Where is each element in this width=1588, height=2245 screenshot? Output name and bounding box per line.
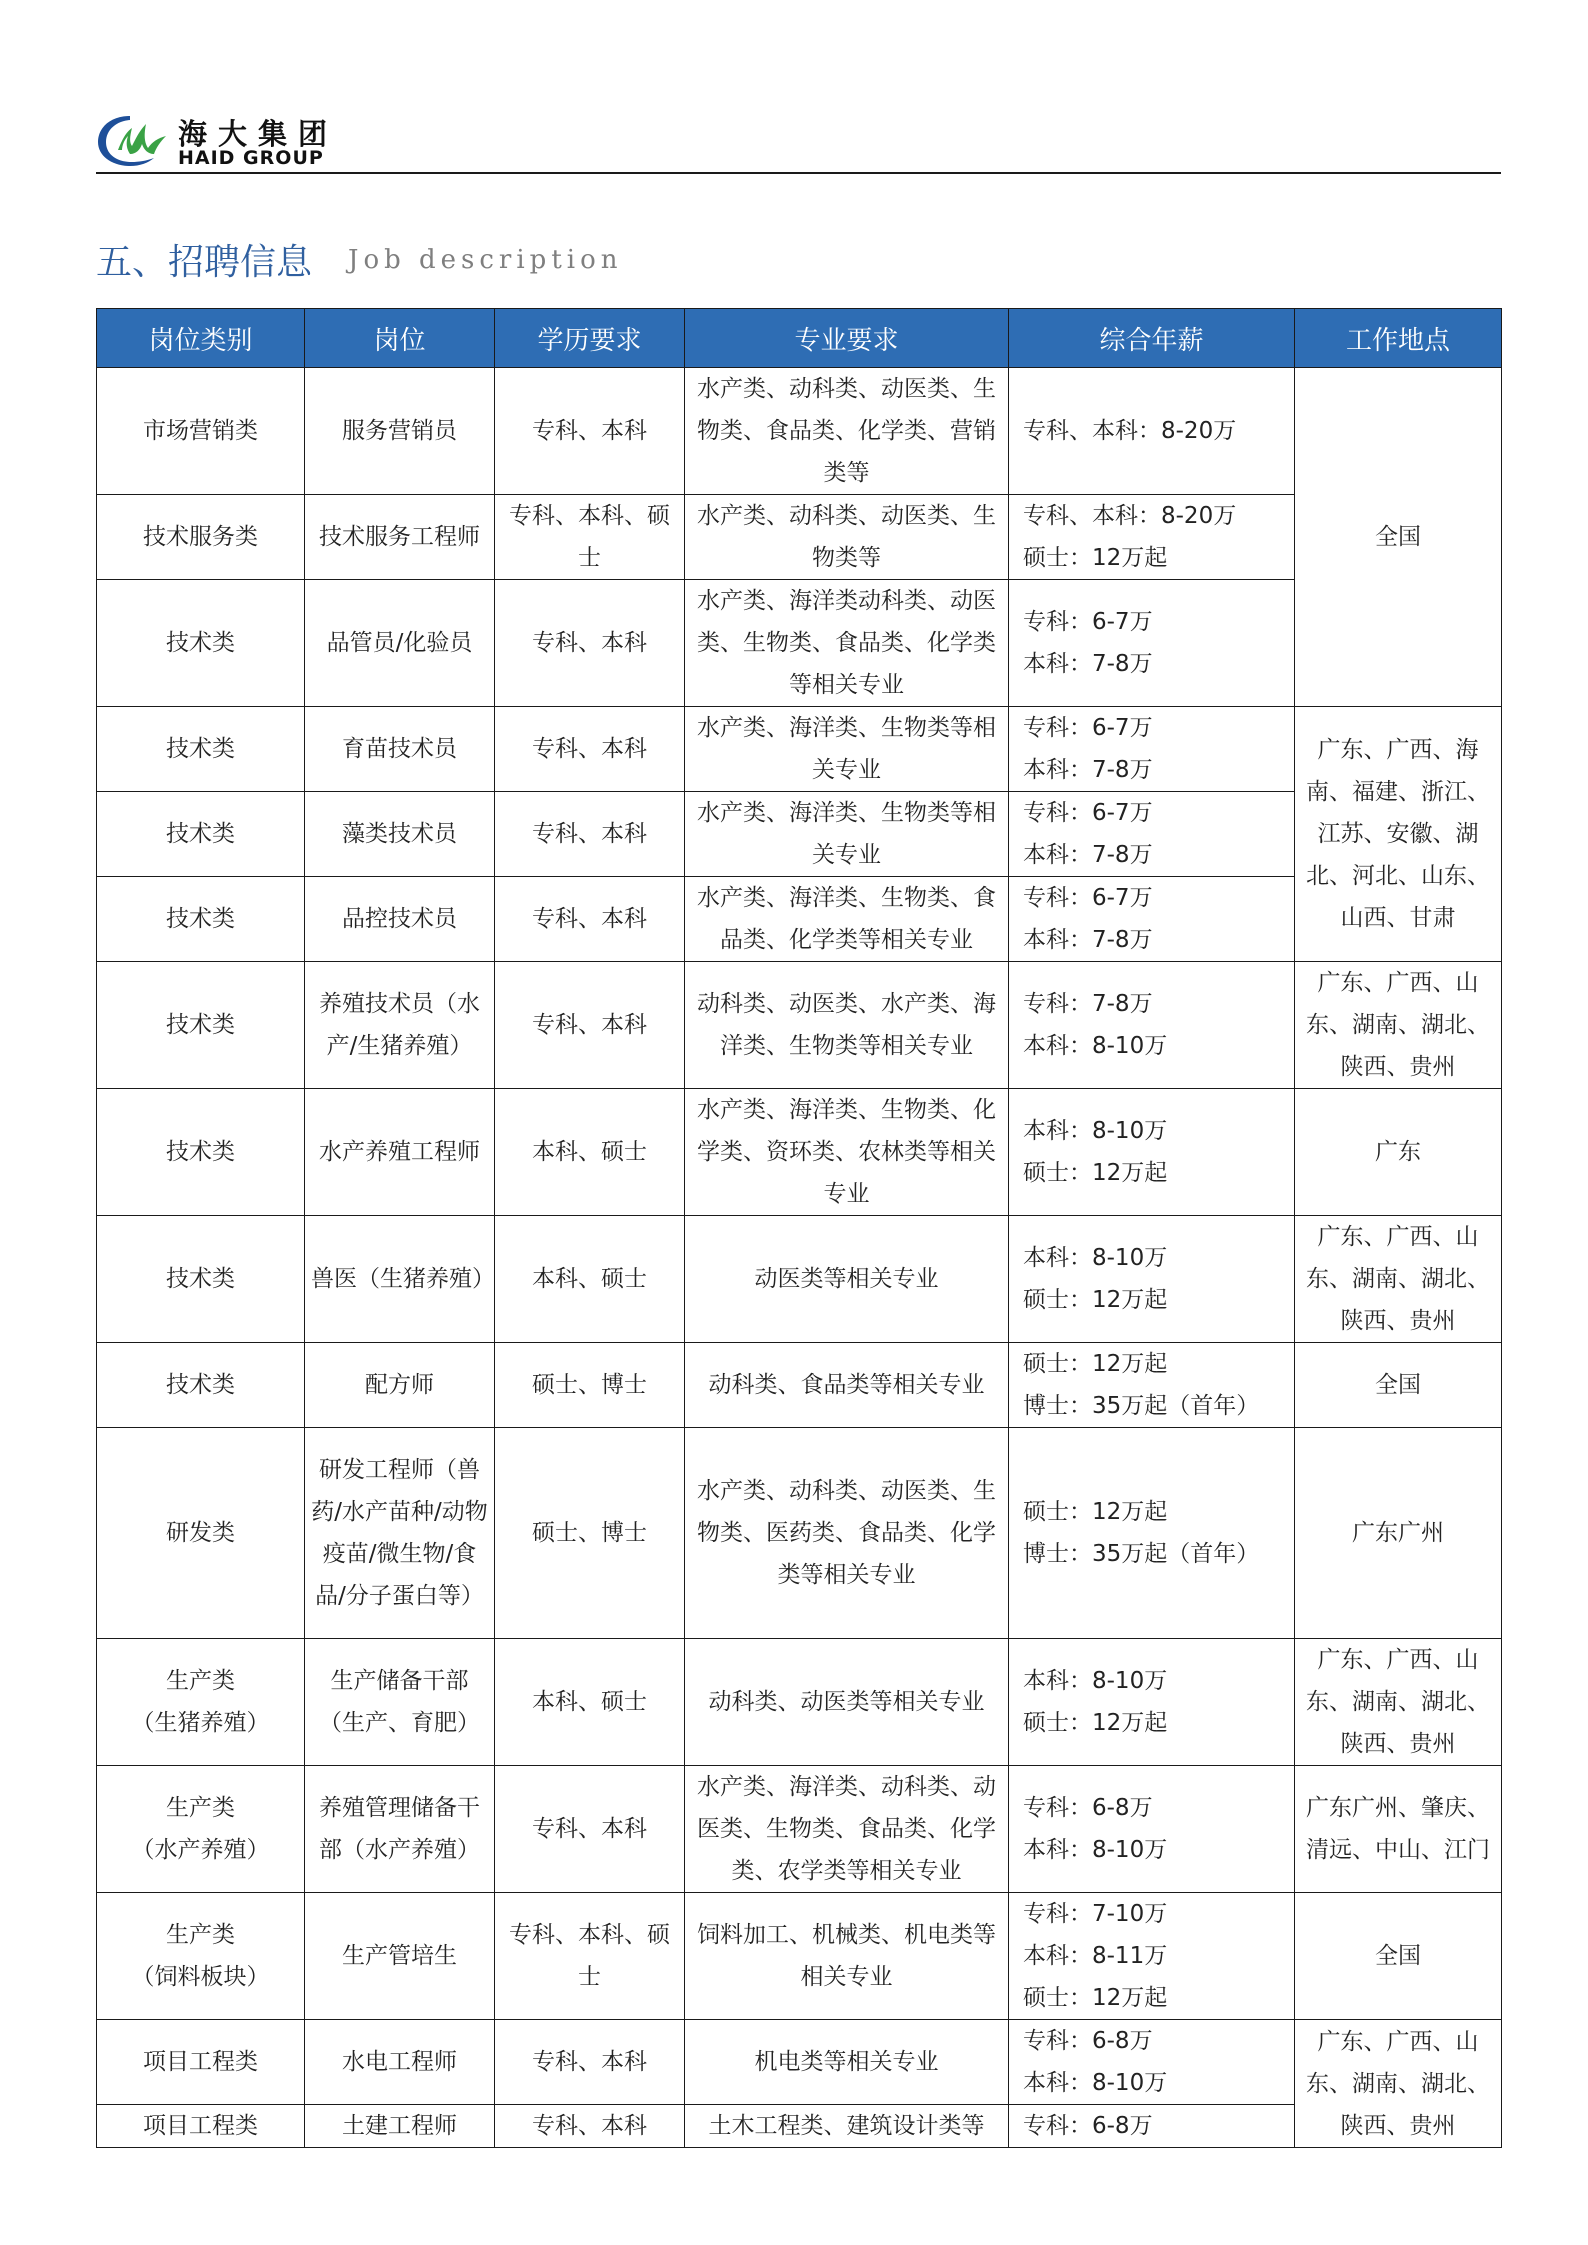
table-row xyxy=(97,2020,1502,2105)
cell-education: 专科、本科 xyxy=(495,962,685,1089)
cell-position: 研发工程师（兽药/水产苗种/动物疫苗/微生物/食品/分子蛋白等） xyxy=(305,1428,495,1639)
section-title-en: Job description xyxy=(348,244,623,275)
company-name-en: HAID GROUP xyxy=(178,147,324,169)
cell-category: 技术类 xyxy=(97,1216,305,1343)
header-category: 岗位类别 xyxy=(97,309,305,368)
cell-education: 专科、本科 xyxy=(495,1766,685,1893)
cell-position: 兽医（生猪养殖） xyxy=(305,1216,495,1343)
cell-category: 技术类 xyxy=(97,1343,305,1428)
header-salary: 综合年薪 xyxy=(1009,309,1295,368)
cell-category: 技术类 xyxy=(97,877,305,962)
cell-education: 本科、硕士 xyxy=(495,1639,685,1766)
cell-location: 广东、广西、山东、湖南、湖北、陕西、贵州 xyxy=(1295,1639,1502,1766)
cell-major: 水产类、海洋类、生物类、食品类、化学类等相关专业 xyxy=(685,877,1009,962)
cell-salary: 专科：7-10万 本科：8-11万 硕士：12万起 xyxy=(1009,1893,1295,2020)
cell-position: 生产管培生 xyxy=(305,1893,495,2020)
cell-education: 本科、硕士 xyxy=(495,1216,685,1343)
cell-position: 土建工程师 xyxy=(305,2105,495,2148)
cell-position: 藻类技术员 xyxy=(305,792,495,877)
cell-position: 育苗技术员 xyxy=(305,707,495,792)
table-row xyxy=(97,1343,1502,1428)
cell-position: 服务营销员 xyxy=(305,368,495,495)
cell-major: 土木工程类、建筑设计类等 xyxy=(685,2105,1009,2148)
cell-education: 本科、硕士 xyxy=(495,1089,685,1216)
cell-position: 生产储备干部（生产、育肥） xyxy=(305,1639,495,1766)
header-location: 工作地点 xyxy=(1295,309,1502,368)
cell-category: 生产类 （生猪养殖） xyxy=(97,1639,305,1766)
job-table xyxy=(96,308,1502,2148)
header-major: 专业要求 xyxy=(685,309,1009,368)
cell-major: 动科类、动医类等相关专业 xyxy=(685,1639,1009,1766)
cell-salary: 专科、本科：8-20万 xyxy=(1009,368,1295,495)
cell-education: 专科、本科 xyxy=(495,792,685,877)
table-row xyxy=(97,580,1502,707)
table-row xyxy=(97,1428,1502,1639)
cell-category: 生产类 （水产养殖） xyxy=(97,1766,305,1893)
page-header xyxy=(96,104,1501,174)
cell-category: 技术类 xyxy=(97,1089,305,1216)
table-row xyxy=(97,1216,1502,1343)
cell-major: 水产类、动科类、动医类、生物类、食品类、化学类、营销类等 xyxy=(685,368,1009,495)
haid-logo-icon xyxy=(96,110,180,170)
cell-position: 养殖技术员（水产/生猪养殖） xyxy=(305,962,495,1089)
cell-salary: 专科：6-8万 本科：8-10万 xyxy=(1009,2020,1295,2105)
table-row xyxy=(97,495,1502,580)
table-row xyxy=(97,368,1502,495)
cell-education: 专科、本科、硕士 xyxy=(495,1893,685,2020)
cell-major: 水产类、海洋类动科类、动医类、生物类、食品类、化学类等相关专业 xyxy=(685,580,1009,707)
cell-category: 项目工程类 xyxy=(97,2105,305,2148)
table-row xyxy=(97,707,1502,792)
table-row xyxy=(97,1893,1502,2020)
cell-position: 水产养殖工程师 xyxy=(305,1089,495,1216)
table-row xyxy=(97,2105,1502,2148)
cell-category: 研发类 xyxy=(97,1428,305,1639)
cell-location: 全国 xyxy=(1295,1893,1502,2020)
cell-salary: 专科、本科：8-20万 硕士：12万起 xyxy=(1009,495,1295,580)
cell-location: 广东广州、肇庆、清远、中山、江门 xyxy=(1295,1766,1502,1893)
cell-location: 广东广州 xyxy=(1295,1428,1502,1639)
cell-location: 广东、广西、海南、福建、浙江、江苏、安徽、湖北、河北、山东、山西、甘肃 xyxy=(1295,707,1502,962)
section-title-cn: 五、招聘信息 xyxy=(96,242,313,283)
cell-position: 配方师 xyxy=(305,1343,495,1428)
cell-salary: 硕士：12万起 博士：35万起（首年） xyxy=(1009,1428,1295,1639)
cell-category: 技术类 xyxy=(97,707,305,792)
cell-position: 技术服务工程师 xyxy=(305,495,495,580)
cell-position: 品管员/化验员 xyxy=(305,580,495,707)
cell-location: 广东、广西、山东、湖南、湖北、陕西、贵州 xyxy=(1295,2020,1502,2148)
table-row xyxy=(97,877,1502,962)
cell-major: 水产类、海洋类、动科类、动医类、生物类、食品类、化学类、农学类等相关专业 xyxy=(685,1766,1009,1893)
table-row xyxy=(97,962,1502,1089)
cell-position: 水电工程师 xyxy=(305,2020,495,2105)
cell-location: 广东、广西、山东、湖南、湖北、陕西、贵州 xyxy=(1295,1216,1502,1343)
cell-education: 硕士、博士 xyxy=(495,1428,685,1639)
cell-education: 专科、本科 xyxy=(495,2105,685,2148)
company-name-cn: 海大集团 xyxy=(178,117,339,151)
cell-education: 专科、本科 xyxy=(495,877,685,962)
header-position: 岗位 xyxy=(305,309,495,368)
cell-salary: 专科：6-7万 本科：7-8万 xyxy=(1009,580,1295,707)
cell-category: 生产类 （饲料板块） xyxy=(97,1893,305,2020)
cell-location: 广东、广西、山东、湖南、湖北、陕西、贵州 xyxy=(1295,962,1502,1089)
cell-category: 技术服务类 xyxy=(97,495,305,580)
cell-education: 专科、本科 xyxy=(495,368,685,495)
table-row xyxy=(97,792,1502,877)
cell-salary: 本科：8-10万 硕士：12万起 xyxy=(1009,1639,1295,1766)
cell-salary: 专科：6-7万 本科：7-8万 xyxy=(1009,877,1295,962)
cell-location: 全国 xyxy=(1295,368,1502,707)
cell-category: 技术类 xyxy=(97,792,305,877)
cell-major: 水产类、动科类、动医类、生物类、医药类、食品类、化学类等相关专业 xyxy=(685,1428,1009,1639)
cell-salary: 本科：8-10万 硕士：12万起 xyxy=(1009,1216,1295,1343)
cell-education: 专科、本科 xyxy=(495,580,685,707)
cell-position: 养殖管理储备干部（水产养殖） xyxy=(305,1766,495,1893)
cell-major: 水产类、海洋类、生物类、化学类、资环类、农林类等相关专业 xyxy=(685,1089,1009,1216)
cell-category: 项目工程类 xyxy=(97,2020,305,2105)
cell-major: 水产类、动科类、动医类、生物类等 xyxy=(685,495,1009,580)
cell-salary: 本科：8-10万 硕士：12万起 xyxy=(1009,1089,1295,1216)
cell-major: 水产类、海洋类、生物类等相关专业 xyxy=(685,792,1009,877)
cell-education: 专科、本科 xyxy=(495,2020,685,2105)
cell-major: 饲料加工、机械类、机电类等相关专业 xyxy=(685,1893,1009,2020)
cell-education: 专科、本科 xyxy=(495,707,685,792)
table-row xyxy=(97,1089,1502,1216)
cell-salary: 专科：6-7万 本科：7-8万 xyxy=(1009,707,1295,792)
header-education: 学历要求 xyxy=(495,309,685,368)
cell-salary: 专科：6-8万 本科：8-10万 xyxy=(1009,1766,1295,1893)
cell-education: 专科、本科、硕士 xyxy=(495,495,685,580)
section-title xyxy=(96,234,622,284)
cell-salary: 硕士：12万起 博士：35万起（首年） xyxy=(1009,1343,1295,1428)
cell-major: 机电类等相关专业 xyxy=(685,2020,1009,2105)
cell-salary: 专科：6-7万 本科：7-8万 xyxy=(1009,792,1295,877)
table-row xyxy=(97,1639,1502,1766)
table-row xyxy=(97,1766,1502,1893)
cell-category: 技术类 xyxy=(97,580,305,707)
cell-education: 硕士、博士 xyxy=(495,1343,685,1428)
cell-major: 动科类、食品类等相关专业 xyxy=(685,1343,1009,1428)
cell-location: 广东 xyxy=(1295,1089,1502,1216)
cell-position: 品控技术员 xyxy=(305,877,495,962)
cell-major: 动医类等相关专业 xyxy=(685,1216,1009,1343)
cell-salary: 专科：7-8万 本科：8-10万 xyxy=(1009,962,1295,1089)
table-header-row xyxy=(97,309,1502,368)
cell-major: 水产类、海洋类、生物类等相关专业 xyxy=(685,707,1009,792)
cell-major: 动科类、动医类、水产类、海洋类、生物类等相关专业 xyxy=(685,962,1009,1089)
cell-category: 技术类 xyxy=(97,962,305,1089)
cell-salary: 专科：6-8万 xyxy=(1009,2105,1295,2148)
cell-location: 全国 xyxy=(1295,1343,1502,1428)
cell-category: 市场营销类 xyxy=(97,368,305,495)
